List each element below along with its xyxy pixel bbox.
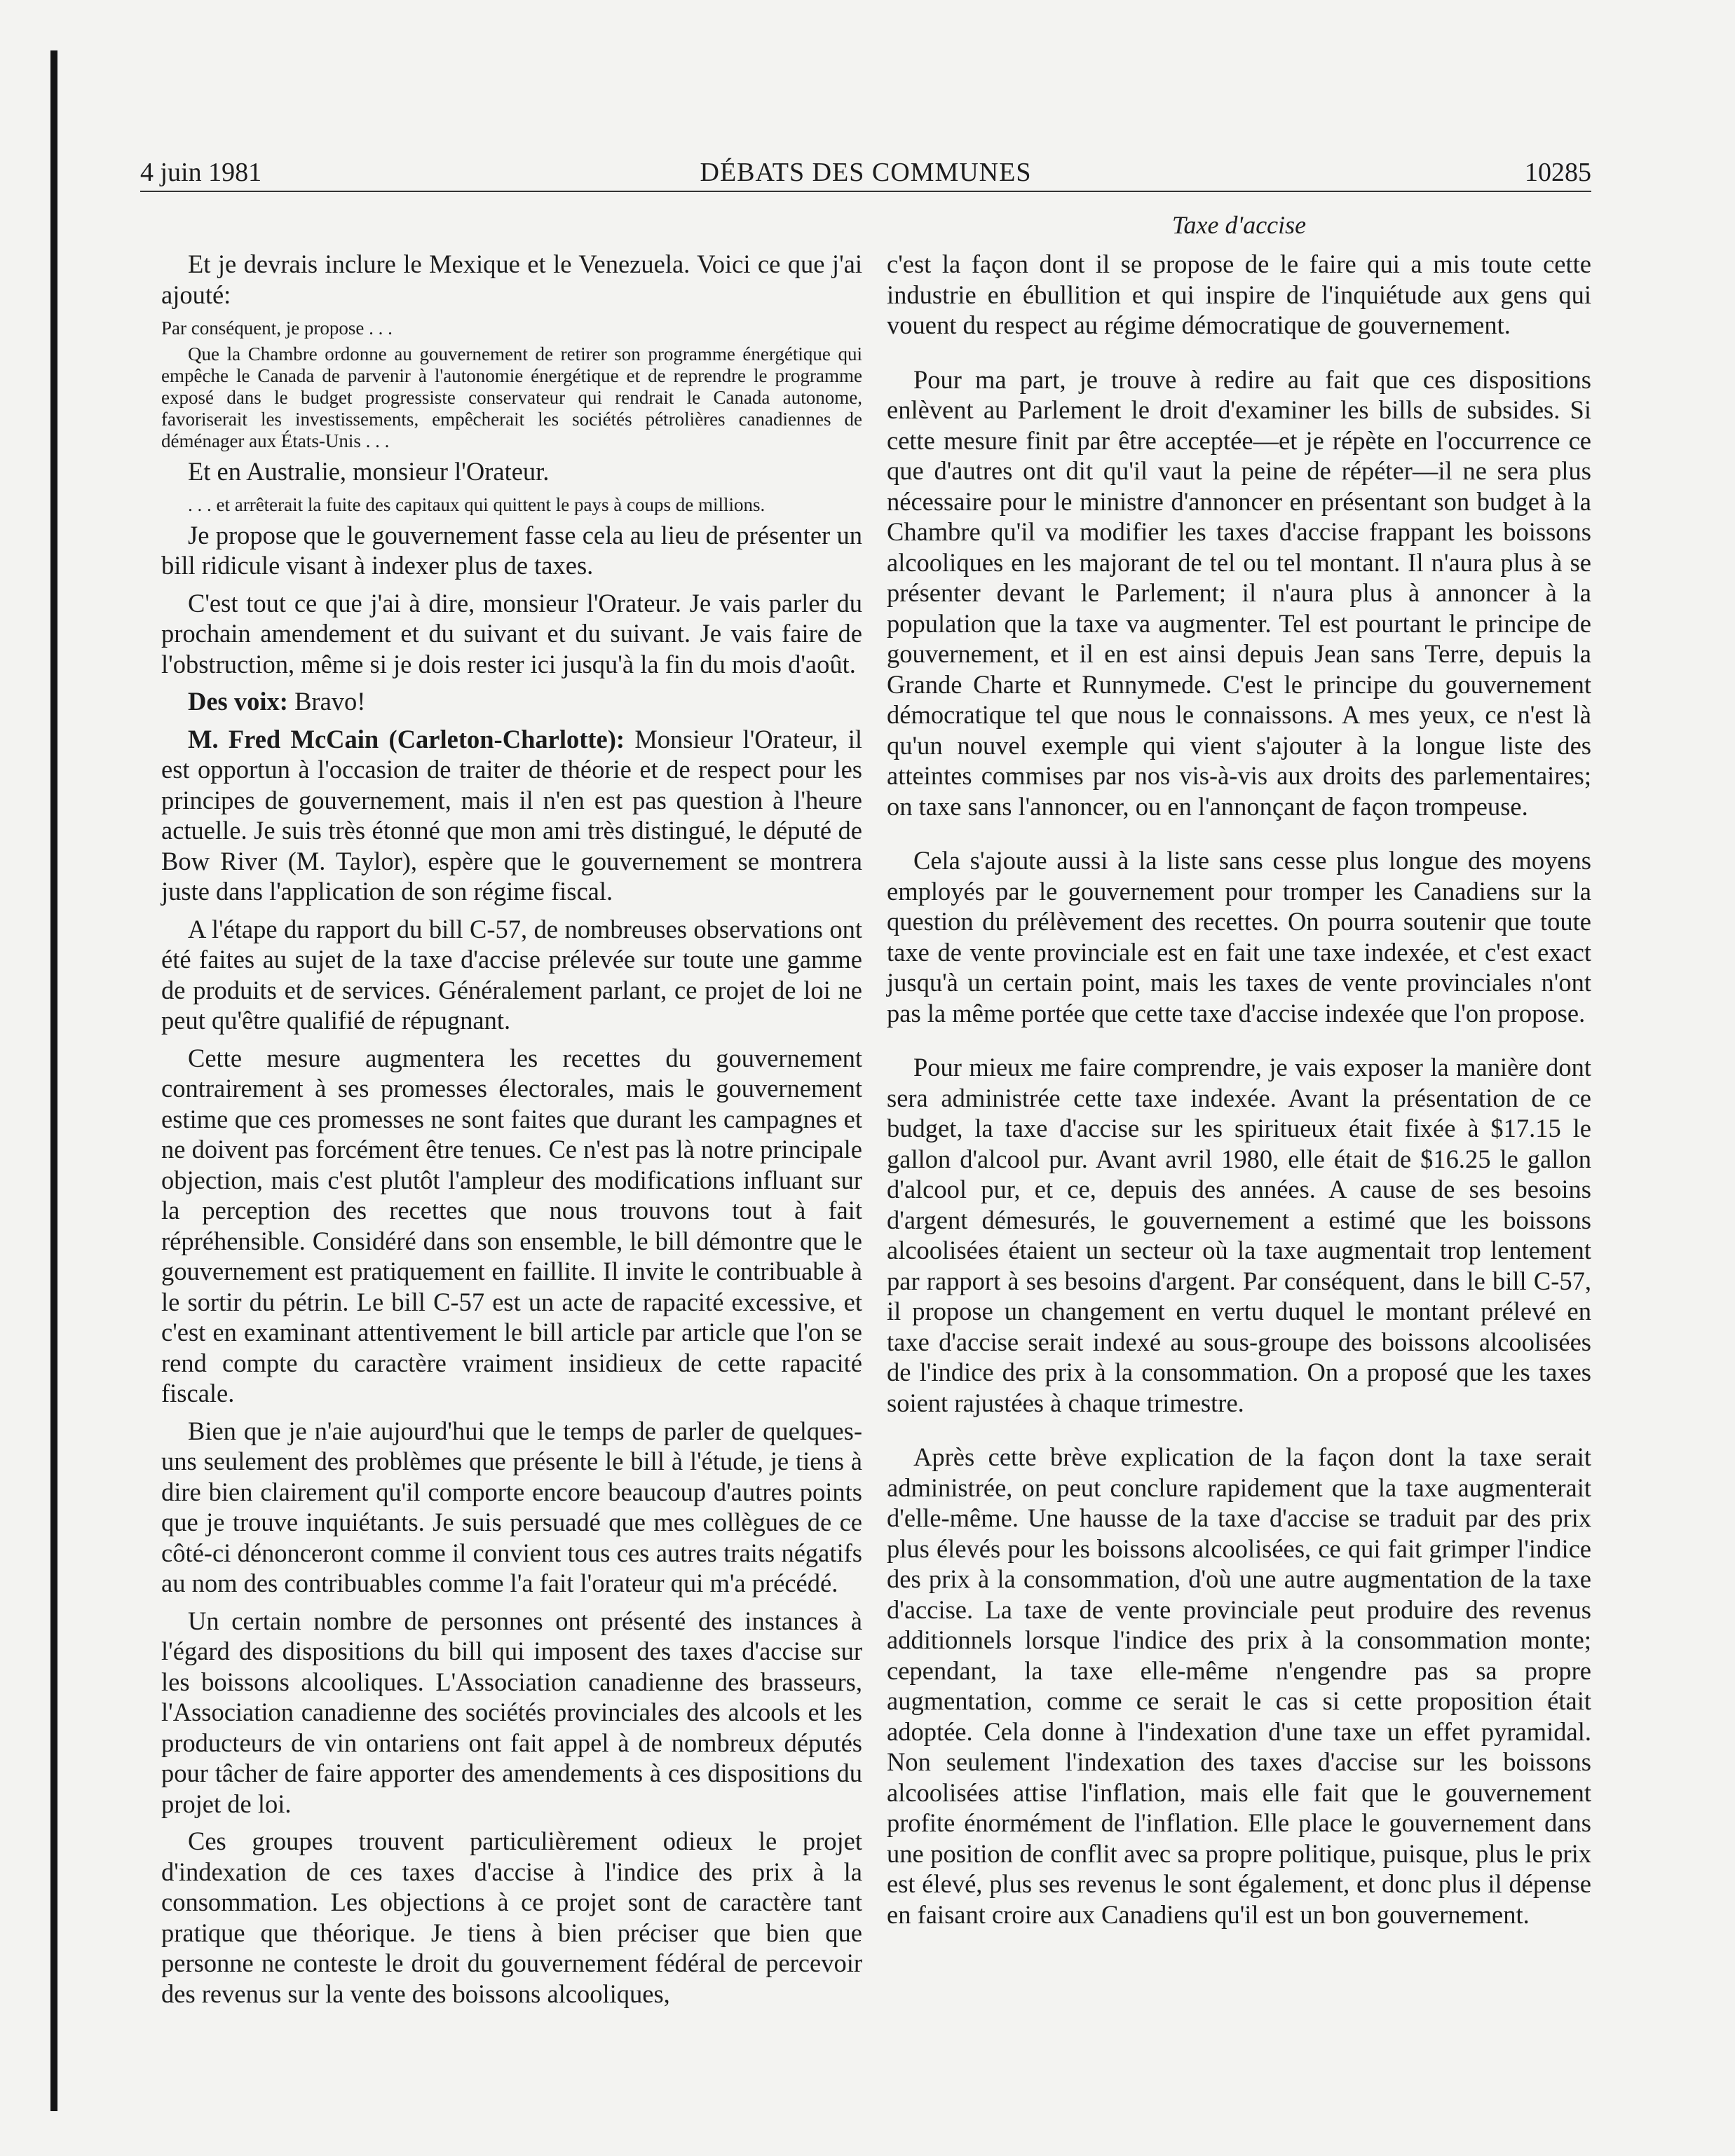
page-number: 10285 xyxy=(1525,158,1591,187)
paragraph: Et je devrais inclure le Mexique et le Venezuela. Voici ce que j'ai ajouté: xyxy=(161,250,862,309)
section-title: Taxe d'accise xyxy=(1171,211,1307,239)
paragraph: Je propose que le gouvernement fasse cela au lieu de présenter un bill ridicule visant à indexer plus de taxes. xyxy=(161,520,862,580)
paragraph: Cela s'ajoute aussi à la liste sans cesse plus longue des moyens employés par le gouvernement pour tromper les Canadiens sur la question du prélèvement des recettes. On pourra soutenir que toute taxe de vente provinciale est en fait une taxe indexée, et c'est exact jusqu'à un certain point, mais les taxes de vente provinciales n'ont pas la même portée que cette taxe d'accise indexée que l'on propose. xyxy=(887,846,1591,1028)
paragraph: Ces groupes trouvent particulièrement odieux le projet d'indexation de ces taxes d'accise à l'indice des prix à la consommation. Les objections à ce projet sont de caractère tant pratique que théorique. Je tiens à bien préciser que bien que personne ne conteste le droit du gouvernement fédéral de percevoir des revenus sur la vente des boissons alcooliques, xyxy=(161,1827,862,2008)
document-page xyxy=(140,154,1591,2047)
speech xyxy=(161,724,862,907)
speaker-name: M. Fred McCain (Carleton-Charlotte): xyxy=(188,724,625,753)
header-date: 4 juin 1981 xyxy=(140,158,262,187)
interjection-text: Bravo! xyxy=(287,687,366,716)
page-header xyxy=(140,154,1591,192)
paragraph: Et en Australie, monsieur l'Orateur. xyxy=(188,457,550,486)
right-column xyxy=(887,249,1591,1937)
scan-edge-shadow xyxy=(50,50,57,2111)
speech-text: Monsieur l'Orateur, il est opportun à l'occasion de traiter de théorie et de respect pour les principes de gouvernement, mais il n'en est pas question à l'heure actuelle. Je suis très étonné que mon ami très distingué, le député de Bow River (M. Taylor), espère que le gouvernement se montrera juste dans l'application de son régime fiscal. xyxy=(161,724,862,906)
paragraph: A l'étape du rapport du bill C-57, de nombreuses observations ont été faites au sujet de la taxe d'accise prélevée sur toute une gamme de produits et de services. Généralement parlant, ce projet de loi ne peut qu'être qualifié de répugnant. xyxy=(161,914,862,1035)
paragraph: Pour ma part, je trouve à redire au fait que ces dispositions enlèvent au Parlement le droit d'examiner les bills de subsides. Si cette mesure finit par être acceptée—et je répète en l'occurrence ce que d'autres ont dit qu'il vaut la peine de répéter—il ne sera plus nécessaire pour le ministre d'annoncer en présentant son budget à la Chambre qu'il va modifier les taxes d'accise frappant les boissons alcooliques en les majorant de tel ou tel montant. Il n'aura plus à se présenter devant le Parlement; il n'aura plus à annoncer à la population que la taxe va augmenter. Tel est pourtant le principe de gouvernement, et il en est ainsi depuis Jean sans Terre, depuis la Grande Charte et Runnymede. C'est le principe du gouvernement démocratique tel que nous le connaissons. A mes yeux, ce n'est là qu'un nouvel exemple qui vient s'ajouter à la longue liste des atteintes commises par nos vis-à-vis aux droits des parlementaires; on taxe sans l'annoncer, ou en l'annonçant de façon trompeuse. xyxy=(887,364,1591,821)
paragraph: Bien que je n'aie aujourd'hui que le temps de parler de quelques-uns seulement des problèmes que présente le bill à l'étude, je tiens à dire bien clairement qu'il comporte encore beaucoup d'autres points que je trouve inquiétants. Je suis persuadé que mes collègues de ce côté-ci dénonceront comme il convient tous ces autres traits négatifs au nom des contribuables comme l'a fait l'orateur qui m'a précédé. xyxy=(161,1416,862,1597)
quoted-motion: Que la Chambre ordonne au gouvernement de retirer son programme énergétique qui empêche le Canada de parvenir à l'autonomie énergétique et de reprendre le programme exposé dans le budget progressiste conservateur qui rendrait le Canada autonome, favoriserait les investissements, empêcherait les sociétés pétrolières canadiennes de déménager aux États-Unis . . . xyxy=(161,343,862,451)
interjection-label: Des voix: xyxy=(188,687,288,716)
quote-intro: Par conséquent, je propose . . . xyxy=(161,318,393,339)
paragraph: C'est tout ce que j'ai à dire, monsieur l'Orateur. Je vais parler du prochain amendement et du suivant et du suivant. Je vais faire de l'obstruction, même si je dois rester ici jusqu'à la fin du mois d'août. xyxy=(161,588,862,678)
left-column xyxy=(161,249,862,2016)
paragraph: c'est la façon dont il se propose de le faire qui a mis toute cette industrie en ébullition et qui inspire de l'inquiétude aux gens qui vouent du respect au régime démocratique de gouvernement. xyxy=(887,250,1591,339)
header-title: DÉBATS DES COMMUNES xyxy=(700,158,1032,187)
paragraph: Cette mesure augmentera les recettes du gouvernement contrairement à ses promesses électorales, mais le gouvernement estime que ces promesses ne sont faites que durant les campagnes et ne doivent pas forcément être tenues. Ce n'est pas là notre principale objection, mais c'est plutôt l'ampleur des modifications influant sur la perception des recettes que nous trouvons tout à fait répréhensible. Considéré dans son ensemble, le bill démontre que le gouvernement est pratiquement en faillite. Il invite le contribuable à le sortir du pétrin. Le bill C-57 est un acte de rapacité excessive, et c'est en examinant attentivement le bill article par article que l'on se rend compte du caractère vraiment insidieux de cette rapacité fiscale. xyxy=(161,1043,862,1407)
paragraph: Un certain nombre de personnes ont présenté des instances à l'égard des dispositions du bill qui imposent des taxes d'accise sur les boissons alcooliques. L'Association canadienne des brasseurs, l'Association canadienne des sociétés provinciales des alcools et les producteurs de vin ontariens ont fait appel à de nombreux députés pour tâcher de faire apporter des amendements à ces dispositions du projet de loi. xyxy=(161,1606,862,1818)
paragraph: Après cette brève explication de la façon dont la taxe serait administrée, on peut conclure rapidement que la taxe augmenterait d'elle-même. Une hausse de la taxe d'accise se traduit par des prix plus élevés pour les boissons alcoolisées, ce qui fait grimper l'indice des prix à la consommation, d'où une autre augmentation de la taxe d'accise. La taxe de vente provinciale peut produire des revenus additionnels lorsque l'indice des prix à la consommation monte; cependant, la taxe elle-même n'engendre pas sa propre augmentation, comme ce serait le cas si cette proposition était adoptée. Cela donne à l'indexation d'une taxe un effet pyramidal. Non seulement l'indexation des taxes d'accise sur les boissons alcoolisées attise l'inflation, mais elle fait que le gouvernement profite énormément de l'inflation. Elle place le gouvernement dans une position de conflit avec sa propre politique, puisque, plus le prix est élevé, plus ses revenus le sont également, et donc plus il dépense en faisant croire aux Canadiens qu'il est un bon gouvernement. xyxy=(887,1442,1591,1929)
quoted-motion: . . . et arrêterait la fuite des capitaux qui quittent le pays à coups de millions. xyxy=(188,493,766,515)
interjection xyxy=(161,686,862,717)
paragraph: Pour mieux me faire comprendre, je vais exposer la manière dont sera administrée cette taxe indexée. Avant la présentation de ce budget, la taxe d'accise sur les spiritueux était fixée à $17.15 le gallon d'alcool pur. Avant avril 1980, elle était de $16.25 le gallon d'alcool pur, et ce, depuis des années. A cause de ses besoins d'argent démesurés, le gouvernement a estimé que les boissons alcoolisées étaient un secteur où la taxe augmentait trop lentement par rapport à ses besoins d'argent. Par conséquent, dans le bill C-57, il propose un changement en vertu duquel le montant prélevé en taxe d'accise serait indexé au sous-groupe des boissons alcoolisées de l'indice des prix à la consommation. On a proposé que les taxes soient rajustées à chaque trimestre. xyxy=(887,1053,1591,1417)
